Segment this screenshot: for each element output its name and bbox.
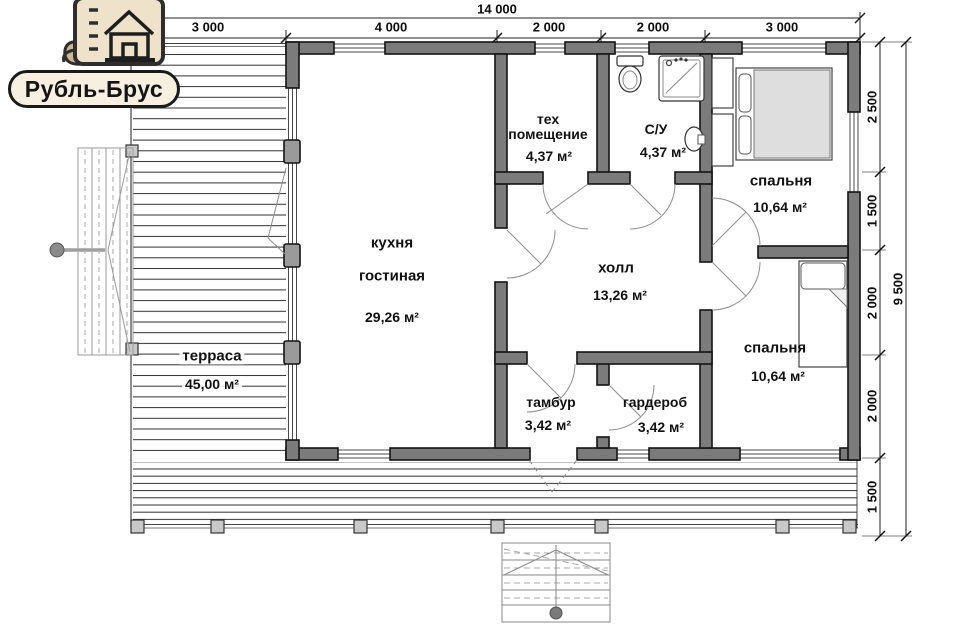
porch-deck	[131, 460, 858, 533]
room-area-hall: 13,26 м²	[593, 287, 647, 303]
logo-icon	[63, 0, 163, 64]
room-label-terrace: терраса	[179, 348, 244, 365]
brand-pill	[8, 70, 180, 108]
brand-name: Рубль-Брус	[24, 75, 164, 102]
shower-icon	[659, 56, 704, 101]
room-label-tech-1: тех	[536, 111, 560, 127]
dim-right-seg-4: 2 000	[864, 389, 880, 423]
room-label-tech-2: помещение	[508, 126, 588, 142]
room-area-tech: 4,37 м²	[525, 148, 573, 164]
room-label-wc: С/У	[644, 121, 668, 137]
door-arcs	[268, 168, 760, 492]
room-label-kitchen-1: кухня	[370, 234, 414, 252]
double-bed-icon	[712, 58, 832, 166]
tech-door-arc	[543, 184, 588, 229]
dim-top-total: 14 000	[477, 1, 517, 17]
dim-right-seg-2: 1 500	[864, 194, 880, 228]
dim-right-seg-5: 1 500	[864, 480, 880, 514]
room-area-kitchen: 29,26 м²	[365, 309, 419, 325]
single-bed-icon	[799, 261, 847, 367]
room-area-bedroom1: 10,64 м²	[753, 199, 807, 215]
entrance-stairs	[502, 543, 610, 622]
room-area-bedroom2: 10,64 м²	[751, 368, 805, 384]
toilet-icon	[617, 56, 643, 92]
room-label-hall: холл	[598, 259, 634, 277]
dim-top-seg-1: 3 000	[191, 19, 225, 35]
room-area-wc: 4,37 м²	[639, 144, 687, 160]
dim-top-seg-2: 4 000	[374, 19, 408, 35]
room-label-wardrobe: гардероб	[622, 394, 688, 410]
room-label-bedroom1: спальня	[749, 172, 813, 190]
room-label-bedroom2: спальня	[743, 339, 807, 357]
terrace-deck	[126, 39, 286, 528]
room-area-terrace: 45,00 м²	[182, 376, 242, 392]
terrace-stairs	[50, 148, 133, 355]
dim-right-total: 9 500	[890, 272, 906, 306]
dim-right-seg-3: 2 000	[864, 286, 880, 320]
room-label-kitchen-2: гостиная	[358, 267, 426, 285]
room-area-tambour: 3,42 м²	[524, 417, 572, 433]
dim-top-seg-3: 2 000	[532, 19, 566, 35]
dim-right-seg-1: 2 500	[864, 90, 880, 124]
dim-top-seg-4: 2 000	[636, 19, 670, 35]
room-label-tambour: тамбур	[526, 394, 576, 410]
room-area-wardrobe: 3,42 м²	[637, 419, 685, 435]
dim-top-seg-5: 3 000	[765, 19, 799, 35]
